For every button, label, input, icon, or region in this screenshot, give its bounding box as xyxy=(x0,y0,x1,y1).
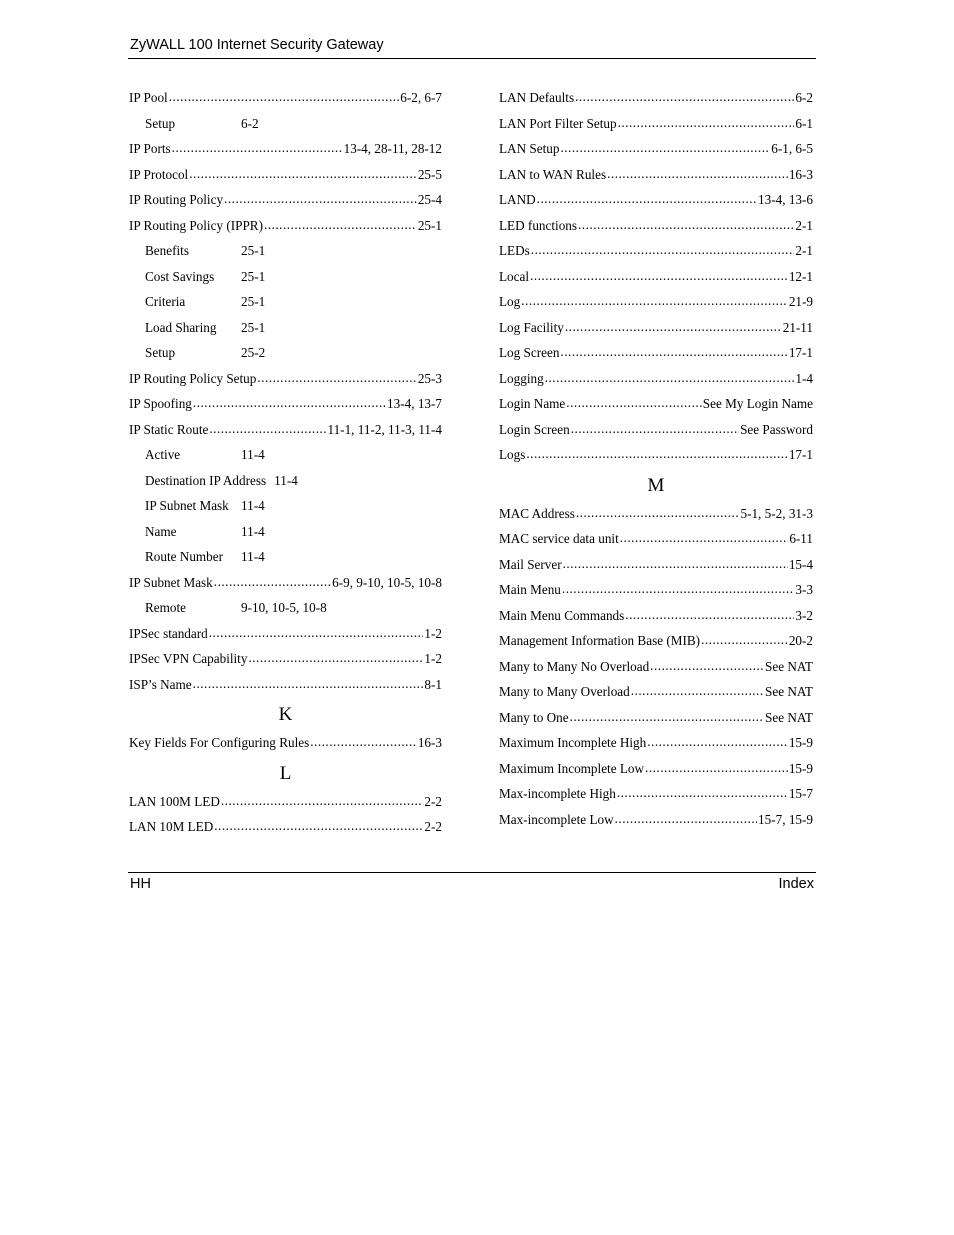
dot-leader xyxy=(530,263,788,289)
index-subentry-pages: 9-10, 10-5, 10-8 xyxy=(241,600,327,615)
index-entry-term: Log xyxy=(499,294,521,309)
dot-leader xyxy=(193,671,424,697)
index-subentry-term: Cost Savings xyxy=(145,268,215,284)
index-entry xyxy=(499,781,813,807)
dot-leader xyxy=(618,110,795,136)
index-entry xyxy=(499,756,813,782)
index-entry-pages: 16-3 xyxy=(788,166,813,182)
index-entry xyxy=(499,705,813,731)
index-entry-term: MAC service data unit xyxy=(499,531,619,546)
index-entry-pages: 6-2 xyxy=(795,90,813,105)
index-entry xyxy=(499,628,813,654)
index-entry-term: ISP’s Name xyxy=(129,676,192,692)
index-entry xyxy=(499,238,813,264)
dot-leader xyxy=(562,576,795,602)
index-subentry-pages: 11-4 xyxy=(274,472,298,488)
index-entry xyxy=(129,162,442,188)
index-entry-pages: 25-1 xyxy=(417,217,442,233)
index-entry xyxy=(499,85,813,111)
index-entry-term: IPSec standard xyxy=(129,625,208,641)
index-entry-term: Key Fields For Configuring Rules xyxy=(129,735,310,750)
index-entry-pages: 25-3 xyxy=(417,370,442,386)
index-entry-pages: 15-9 xyxy=(788,735,813,750)
index-entry xyxy=(129,646,442,672)
index-entry-pages: 15-7, 15-9 xyxy=(758,811,813,827)
index-entry-pages: 15-9 xyxy=(788,760,813,776)
dot-leader xyxy=(224,186,417,212)
index-entry-term: Mail Server xyxy=(499,556,562,572)
index-entry xyxy=(129,85,442,111)
dot-leader xyxy=(645,755,788,781)
dot-leader xyxy=(537,186,757,212)
dot-leader xyxy=(650,653,764,679)
index-entry-term: Many to Many No Overload xyxy=(499,658,650,674)
dot-leader xyxy=(209,416,326,442)
index-entry xyxy=(499,366,813,392)
index-entry-term: Many to One xyxy=(499,709,569,725)
index-entry xyxy=(499,391,813,417)
index-entry-pages: 3-3 xyxy=(795,582,813,597)
index-entry-pages: 8-1 xyxy=(424,676,442,692)
index-entry-pages: 6-11 xyxy=(789,531,813,546)
dot-leader xyxy=(172,135,343,161)
dot-leader xyxy=(214,569,331,595)
index-section-letter: K xyxy=(278,704,293,725)
index-subentry xyxy=(129,493,442,519)
index-entry xyxy=(129,391,442,417)
index-subentry-term: Setup xyxy=(145,345,176,360)
index-entry-pages: See My Login Name xyxy=(702,396,813,411)
index-entry xyxy=(499,603,813,629)
dot-leader xyxy=(571,416,739,442)
index-entry xyxy=(499,730,813,756)
dot-leader xyxy=(578,212,794,238)
index-entry xyxy=(129,187,442,213)
index-entry xyxy=(129,136,442,162)
page-footer xyxy=(128,872,816,895)
index-subentry-term: IP Subnet Mask xyxy=(145,498,229,513)
index-entry-pages: 6-2, 6-7 xyxy=(400,90,442,105)
dot-leader xyxy=(531,237,795,263)
index-entry xyxy=(499,187,813,213)
dot-leader xyxy=(631,678,764,704)
index-subentry-term: Destination IP Address xyxy=(145,472,267,488)
dot-leader xyxy=(248,645,423,671)
index-entry-pages: 17-1 xyxy=(788,345,813,360)
index-entry-pages: 6-9, 9-10, 10-5, 10-8 xyxy=(332,574,442,590)
index-column-right xyxy=(499,85,813,832)
index-entry xyxy=(499,552,813,578)
index-entry-pages: 3-2 xyxy=(795,607,813,623)
index-entry xyxy=(499,442,813,468)
index-subentry-pages: 25-1 xyxy=(241,243,266,258)
dot-leader xyxy=(214,813,423,839)
index-entry-term: IPSec VPN Capability xyxy=(129,651,248,666)
dot-leader xyxy=(209,620,424,646)
dot-leader xyxy=(647,729,788,755)
index-entry-term: Max-incomplete High xyxy=(499,786,616,801)
dot-leader xyxy=(620,525,789,551)
index-entry xyxy=(499,340,813,366)
index-entry-term: Login Name xyxy=(499,396,566,411)
index-entry-pages: See NAT xyxy=(765,709,813,725)
index-entry-pages: 6-1, 6-5 xyxy=(771,141,813,156)
index-entry xyxy=(129,213,442,239)
index-entry-pages: 13-4, 13-7 xyxy=(387,396,442,411)
dot-leader xyxy=(310,729,417,755)
index-entry xyxy=(499,501,813,527)
footer-right: Index xyxy=(778,876,814,892)
index-subentry-pages: 25-1 xyxy=(241,268,266,284)
index-entry-pages: See NAT xyxy=(765,684,813,699)
index-subentry xyxy=(129,289,442,315)
index-entry-term: LAND xyxy=(499,192,536,207)
index-entry-pages: See Password xyxy=(740,421,813,437)
dot-leader xyxy=(189,161,417,187)
index-subentry xyxy=(129,315,442,341)
index-entry-term: IP Spoofing xyxy=(129,396,192,411)
index-entry-pages: 15-4 xyxy=(788,556,813,572)
index-subentry-term: Benefits xyxy=(145,243,189,258)
index-subentry xyxy=(129,519,442,545)
dot-leader xyxy=(617,780,788,806)
index-entry-term: IP Pool xyxy=(129,90,168,105)
index-entry-term: LAN Setup xyxy=(499,141,560,156)
index-entry-term: MAC Address xyxy=(499,505,575,521)
index-entry xyxy=(499,264,813,290)
dot-leader xyxy=(565,314,782,340)
index-entry xyxy=(129,366,442,392)
index-entry xyxy=(499,162,813,188)
index-entry xyxy=(129,730,442,756)
index-entry-term: Main Menu xyxy=(499,582,561,597)
index-entry-pages: 11-1, 11-2, 11-3, 11-4 xyxy=(327,421,442,437)
index-entry xyxy=(129,814,442,840)
index-entry-term: Maximum Incomplete High xyxy=(499,735,647,750)
index-entry-term: IP Subnet Mask xyxy=(129,574,213,590)
index-entry-pages: 2-2 xyxy=(424,819,442,834)
index-entry xyxy=(129,672,442,698)
index-entry xyxy=(499,289,813,315)
index-subentry xyxy=(129,340,442,366)
dot-leader xyxy=(570,704,764,730)
index-subentry-pages: 25-1 xyxy=(241,319,266,335)
index-entry-pages: 20-2 xyxy=(788,633,813,648)
index-subentry xyxy=(129,442,442,468)
index-entry-term: LAN Port Filter Setup xyxy=(499,115,617,131)
index-entry-term: IP Ports xyxy=(129,141,171,156)
index-subentry-pages: 25-1 xyxy=(241,294,266,309)
index-entry-term: LAN Defaults xyxy=(499,90,575,105)
index-entry-pages: 17-1 xyxy=(788,447,813,462)
index-entry-pages: 13-4, 13-6 xyxy=(758,192,813,207)
index-entry xyxy=(129,570,442,596)
dot-leader xyxy=(625,602,794,628)
index-entry xyxy=(499,417,813,443)
index-entry-pages: 15-7 xyxy=(788,786,813,801)
index-section-letter: L xyxy=(279,762,292,784)
index-entry-pages: 5-1, 5-2, 31-3 xyxy=(740,505,813,521)
index-entry-term: IP Routing Policy Setup xyxy=(129,370,257,386)
index-entry-pages: 1-2 xyxy=(424,651,442,666)
dot-leader xyxy=(521,288,788,314)
index-entry xyxy=(499,654,813,680)
index-subentry-term: Load Sharing xyxy=(145,319,217,335)
dot-leader xyxy=(607,161,788,187)
index-entry-pages: 21-9 xyxy=(788,294,813,309)
index-subentry xyxy=(129,264,442,290)
index-entry-pages: 2-2 xyxy=(424,793,442,809)
index-entry-term: Log Screen xyxy=(499,345,560,360)
index-entry-pages: 21-11 xyxy=(782,319,813,335)
index-subentry-pages: 6-2 xyxy=(241,115,259,131)
index-entry xyxy=(129,789,442,815)
header-title: ZyWALL 100 Internet Security Gateway xyxy=(130,37,384,53)
index-subentry-term: Criteria xyxy=(145,294,186,309)
index-entry-term: IP Routing Policy xyxy=(129,192,224,207)
index-entry xyxy=(129,621,442,647)
index-entry-term: IP Protocol xyxy=(129,166,189,182)
dot-leader xyxy=(566,390,701,416)
index-entry-pages: 25-5 xyxy=(417,166,442,182)
dot-leader xyxy=(545,365,795,391)
index-entry-pages: 2-1 xyxy=(795,217,813,233)
index-subentry xyxy=(129,595,442,621)
index-entry xyxy=(499,807,813,833)
footer-left: HH xyxy=(130,876,151,892)
index-entry xyxy=(129,417,442,443)
index-entry-term: Main Menu Commands xyxy=(499,607,625,623)
index-entry xyxy=(499,111,813,137)
index-entry-term: Maximum Incomplete Low xyxy=(499,760,645,776)
dot-leader xyxy=(257,365,416,391)
dot-leader xyxy=(221,788,424,814)
dot-leader xyxy=(264,212,417,238)
index-subentry xyxy=(129,238,442,264)
index-entry-pages: See NAT xyxy=(765,658,813,674)
index-subentry-pages: 11-4 xyxy=(241,549,265,564)
index-entry xyxy=(499,315,813,341)
index-entry-term: IP Routing Policy (IPPR) xyxy=(129,217,263,233)
index-subentry xyxy=(129,111,442,137)
index-entry-term: LAN to WAN Rules xyxy=(499,166,607,182)
dot-leader xyxy=(576,500,740,526)
index-entry-term: Log Facility xyxy=(499,319,564,335)
index-subentry-term: Active xyxy=(145,447,181,462)
index-entry-term: LED functions xyxy=(499,217,578,233)
index-subentry-pages: 25-2 xyxy=(241,345,266,360)
index-subentry xyxy=(129,544,442,570)
index-entry-term: Local xyxy=(499,268,530,284)
dot-leader xyxy=(615,806,757,832)
index-entry xyxy=(499,577,813,603)
dot-leader xyxy=(701,627,788,653)
index-entry-term: LAN 10M LED xyxy=(129,819,214,834)
index-entry-pages: 12-1 xyxy=(788,268,813,284)
index-entry-term: LEDs xyxy=(499,243,530,258)
index-subentry-term: Name xyxy=(145,523,177,539)
index-entry xyxy=(499,213,813,239)
index-entry-pages: 6-1 xyxy=(795,115,813,131)
index-entry xyxy=(499,679,813,705)
index-entry-term: IP Static Route xyxy=(129,421,209,437)
index-entry-term: Max-incomplete Low xyxy=(499,811,614,827)
page-header xyxy=(128,36,816,59)
index-entry-pages: 1-2 xyxy=(424,625,442,641)
index-subentry xyxy=(129,468,442,494)
dot-leader xyxy=(560,135,770,161)
dot-leader xyxy=(193,390,386,416)
index-entry-pages: 1-4 xyxy=(795,370,813,386)
index-subentry-pages: 11-4 xyxy=(241,447,265,462)
index-entry-term: LAN 100M LED xyxy=(129,793,220,809)
dot-leader xyxy=(169,84,400,110)
index-column-left xyxy=(129,85,442,840)
dot-leader xyxy=(575,84,794,110)
index-entry-term: Management Information Base (MIB) xyxy=(499,633,701,648)
index-subentry-pages: 11-4 xyxy=(241,498,265,513)
index-section-letter: M xyxy=(647,474,665,496)
index-entry xyxy=(499,136,813,162)
index-entry-term: Logs xyxy=(499,447,526,462)
dot-leader xyxy=(560,339,787,365)
index-entry-pages: 2-1 xyxy=(795,243,813,258)
index-subentry-term: Setup xyxy=(145,115,176,131)
dot-leader xyxy=(563,551,788,577)
index-subentry-term: Remote xyxy=(145,600,187,615)
index-entry-term: Logging xyxy=(499,370,544,386)
index-entry-pages: 13-4, 28-11, 28-12 xyxy=(343,141,442,156)
index-entry-pages: 16-3 xyxy=(417,735,442,750)
index-subentry-term: Route Number xyxy=(145,549,224,564)
index-entry-term: Login Screen xyxy=(499,421,570,437)
index-entry xyxy=(499,526,813,552)
index-subentry-pages: 11-4 xyxy=(241,523,265,539)
index-entry-pages: 25-4 xyxy=(417,192,442,207)
dot-leader xyxy=(526,441,787,467)
index-entry-term: Many to Many Overload xyxy=(499,684,630,699)
